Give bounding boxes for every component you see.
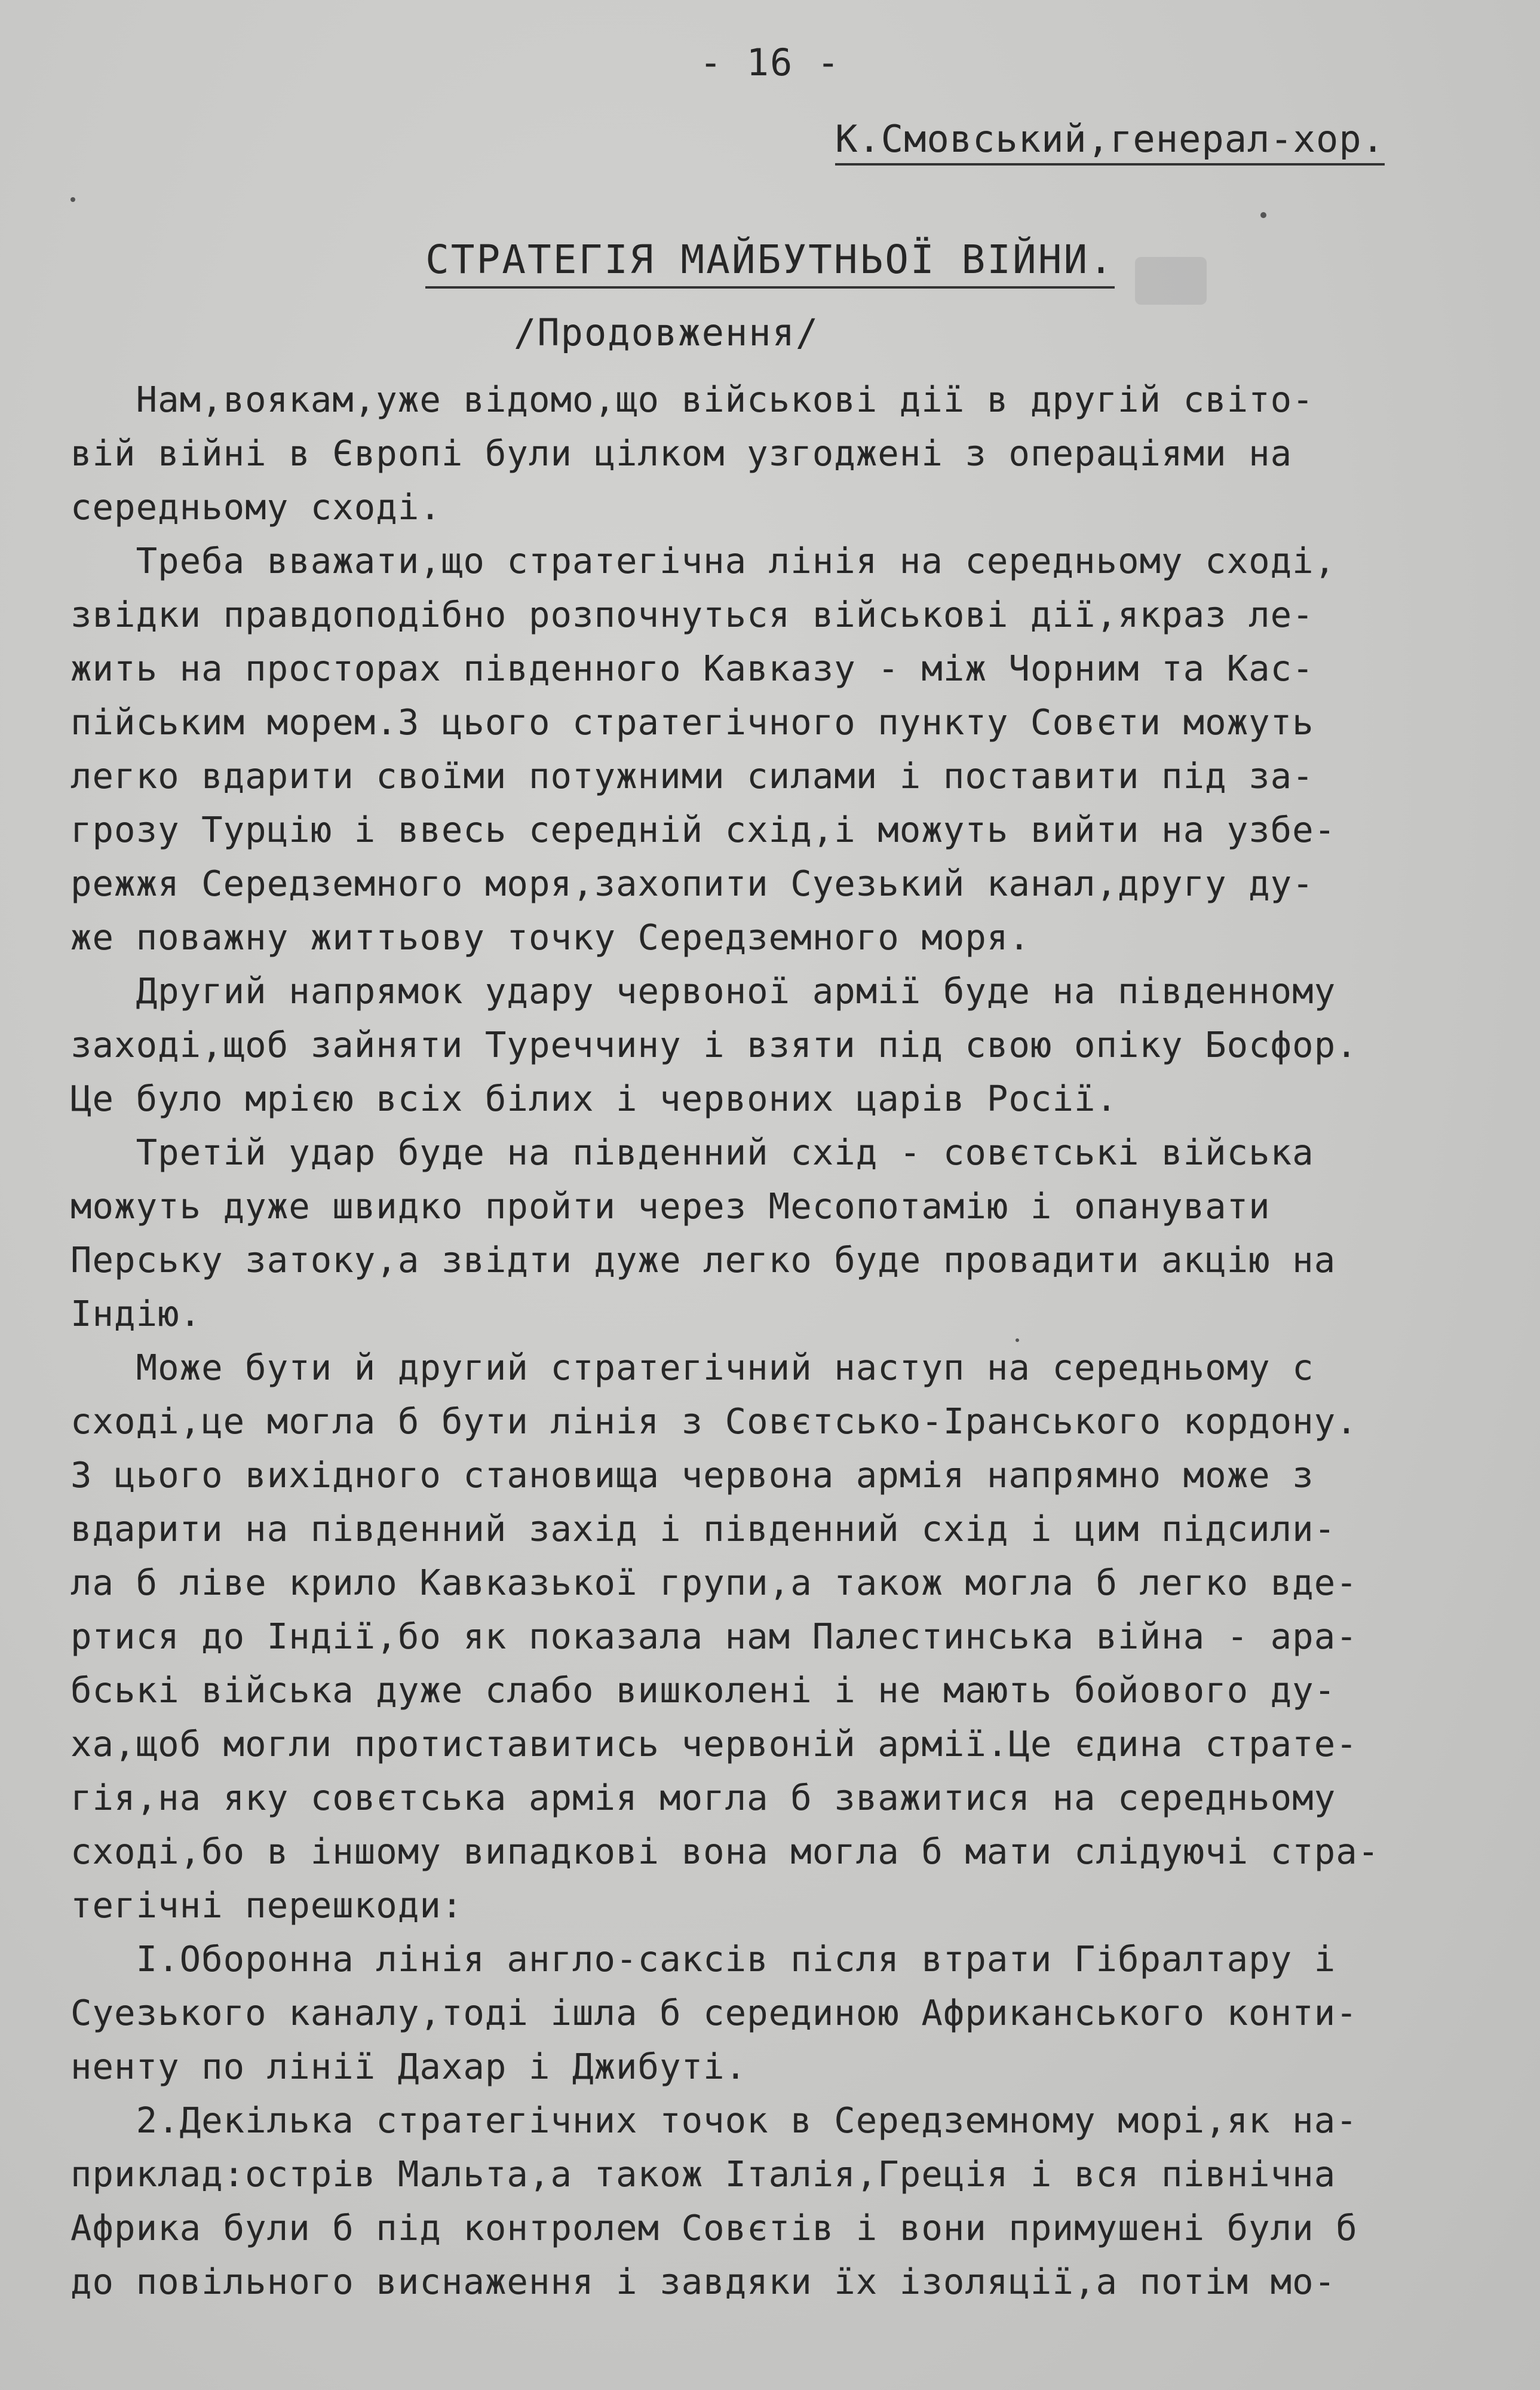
text-line: Третій удар буде на південний схід - совєтські війська [70, 1132, 1314, 1173]
text-line: І.Оборонна лінія англо-саксів після втрати Гібралтару і [70, 1938, 1336, 1980]
document-subtitle: /Продовження/ [514, 311, 820, 354]
author-line: К.Смовський,генерал-хор. [835, 117, 1385, 166]
text-line: сході,це могла б бути лінія з Совєтсько-Іранського кордону. [70, 1401, 1358, 1442]
document-title-text: СТРАТЕГІЯ МАЙБУТНЬОЇ ВІЙНИ. [425, 237, 1115, 289]
text-line: ртися до Індії,бо як показала нам Палестинська війна - ара- [70, 1616, 1358, 1657]
text-line: Африка були б під контролем Совєтів і вони примушені були б [70, 2207, 1358, 2248]
document-title [0, 237, 1540, 283]
page-number: - 16 - [700, 41, 840, 84]
text-line: Треба вважати,що стратегічна лінія на середньому сході, [70, 540, 1336, 581]
text-line: жить на просторах південного Кавказу - між Чорним та Кас- [70, 648, 1314, 689]
text-line: тегічні перешкоди: [70, 1885, 464, 1926]
ink-speck [70, 197, 75, 202]
text-line: Суезького каналу,тоді ішла б серединою Африканського конти- [70, 1992, 1358, 2033]
ink-speck [1260, 212, 1266, 218]
text-line: заході,щоб зайняти Туреччину і взяти під свою опіку Босфор. [70, 1024, 1358, 1065]
text-line: легко вдарити своїми потужними силами і поставити під за- [70, 755, 1314, 796]
text-line: гія,на яку совєтська армія могла б зважитися на середньому [70, 1777, 1336, 1818]
text-line: же поважну життьову точку Середземного моря. [70, 917, 1030, 958]
text-line: пійським морем.З цього стратегічного пункту Совєти можуть [70, 701, 1314, 743]
text-line: звідки правдоподібно розпочнуться військові дії,якраз ле- [70, 594, 1314, 635]
text-line: ла б ліве крило Кавказької групи,а також могла б легко вде- [70, 1562, 1358, 1603]
text-line: середньому сході. [70, 486, 441, 528]
text-line: З цього вихідного становища червона армія напрямно може з [70, 1454, 1314, 1496]
body-text [70, 373, 1380, 2309]
text-line: сході,бо в іншому випадкові вона могла б мати слідуючі стра- [70, 1831, 1380, 1872]
text-line: приклад:острів Мальта,а також Італія,Греція і вся північна [70, 2153, 1336, 2195]
text-line: до повільного виснаження і завдяки їх ізоляції,а потім мо- [70, 2261, 1336, 2302]
text-line: ненту по лінії Дахар і Джибуті. [70, 2046, 747, 2087]
text-line: ха,щоб могли протиставитись червоній армії.Це єдина страте- [70, 1723, 1358, 1764]
text-line: Це було мрією всіх білих і червоних царів Росії. [70, 1078, 1118, 1119]
text-line: Другий напрямок удару червоної армії буде на південному [70, 970, 1336, 1012]
text-line: можуть дуже швидко пройти через Месопотамію і опанувати [70, 1185, 1271, 1227]
text-line: Індію. [70, 1293, 202, 1334]
text-line: грозу Турцію і ввесь середній схід,і можуть вийти на узбе- [70, 809, 1336, 850]
text-line: 2.Декілька стратегічних точок в Середземному морі,як на- [70, 2100, 1358, 2141]
text-line: Перську затоку,а звідти дуже легко буде провадити акцію на [70, 1239, 1336, 1280]
text-line: Може бути й другий стратегічний наступ на середньому с [70, 1347, 1314, 1388]
text-line: вдарити на південний захід і південний схід і цим підсили- [70, 1508, 1336, 1549]
text-line: режжя Середземного моря,захопити Суезький канал,другу ду- [70, 863, 1314, 904]
text-line: Нам,воякам,уже відомо,що військові дії в другій світо- [70, 379, 1314, 420]
text-line: бські війська дуже слабо вишколені і не мають бойового ду- [70, 1669, 1336, 1711]
text-line: вій війні в Європі були цілком узгоджені з операціями на [70, 433, 1293, 474]
